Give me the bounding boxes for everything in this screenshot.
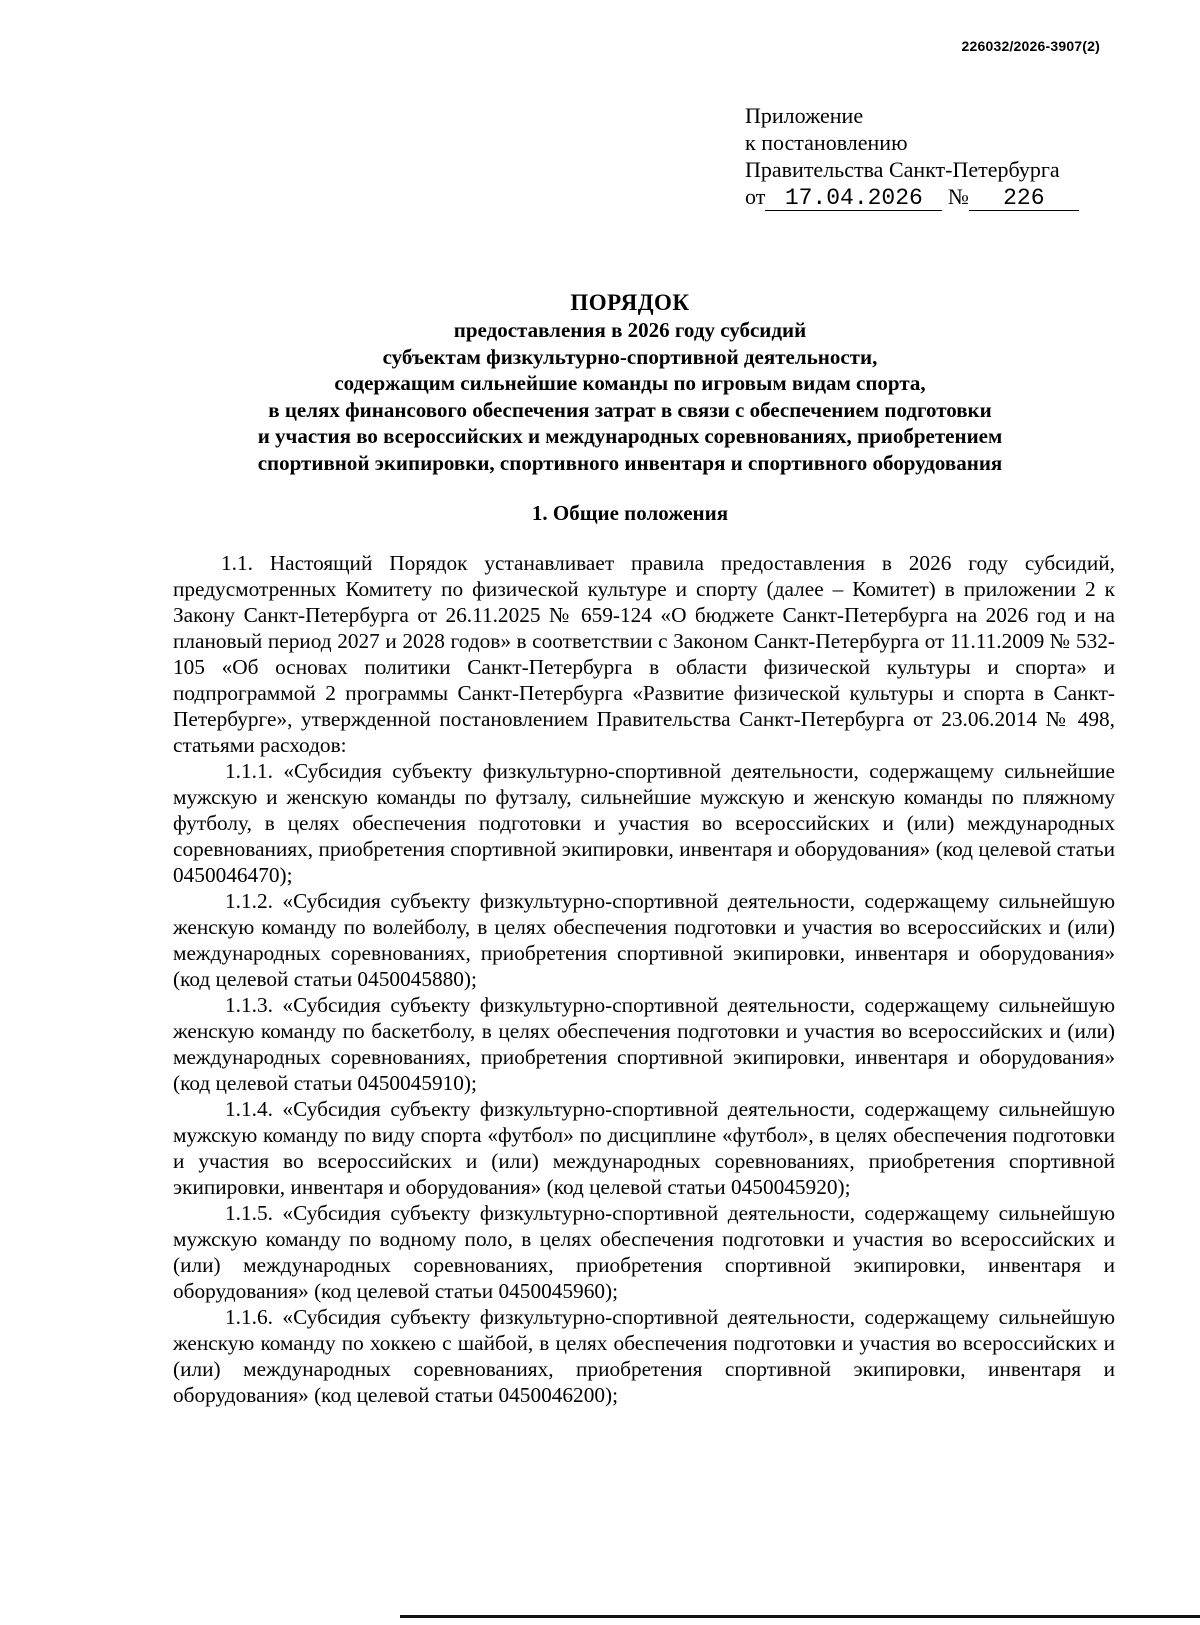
appendix-line-2: к постановлению [745, 130, 908, 155]
paragraph-1-1: 1.1. Настоящий Порядок устанавливает правила предоставления в 2026 году субсидий, предусмотренных Комитету по физической культуре и спорту (далее – Комитет) в приложении 2 к Закону Санкт-Петербурга от 26.11.2025 № 659-124 «О бюджете Санкт-Петербурга на 2026 год и на плановый период 2027 и 2028 годов» в соответствии с Законом Санкт-Петербурга от 11.11.2009 № 532-105 «Об основах политики Санкт-Петербурга в области физической культуры и спорта» и подпрограммой 2 программы Санкт-Петербурга «Развитие физической культуры и спорта в Санкт-Петербурге», утвержденной постановлением Правительства Санкт-Петербурга от 23.06.2014 № 498, статьями расходов: [173, 551, 1115, 757]
date-prefix: от [745, 184, 766, 209]
title-line: спортивной экипировки, спортивного инвентаря и спортивного оборудования [257, 450, 1003, 475]
clause-1-1-5: 1.1.5. «Субсидия субъекту физкультурно-спортивной деятельности, содержащему сильнейшую мужскую команду по водному поло, в целях обеспечения подготовки и участия во всероссийских и (или) международных соревнованиях, приобретения спортивной экипировки, инвентаря и оборудования» (код целевой статьи 0450045960); [173, 1201, 1115, 1303]
resolution-number: 226 [969, 186, 1079, 211]
title-main: ПОРЯДОК [570, 290, 690, 315]
clause-1-1-1: 1.1.1. «Субсидия субъекту физкультурно-спортивной деятельности, содержащему сильнейшие мужскую и женскую команды по футзалу, сильнейшие мужскую и женскую команды по пляжному футболу, в целях обеспечения подготовки и участия во всероссийских и (или) международных соревнованиях, приобретения спортивной экипировки, инвентаря и оборудования» (код целевой статьи 0450046470); [173, 759, 1115, 887]
appendix-line-3: Правительства Санкт-Петербурга [745, 157, 1060, 182]
clause-1-1-2: 1.1.2. «Субсидия субъекту физкультурно-спортивной деятельности, содержащему сильнейшую женскую команду по волейболу, в целях обеспечения подготовки и участия во всероссийских и (или) международных соревнованиях, приобретения спортивной экипировки, инвентаря и оборудования» (код целевой статьи 0450045880); [173, 889, 1115, 991]
appendix-line-1: Приложение [745, 103, 864, 128]
number-prefix: № [947, 184, 969, 209]
appendix-block [745, 102, 1125, 211]
resolution-date: 17.04.2026 [765, 186, 942, 211]
clause-1-1-3: 1.1.3. «Субсидия субъекту физкультурно-спортивной деятельности, содержащему сильнейшую женскую команду по баскетболу, в целях обеспечения подготовки и участия во всероссийских и (или) международных соревнованиях, приобретения спортивной экипировки, инвентаря и оборудования» (код целевой статьи 0450045910); [173, 993, 1115, 1095]
clause-1-1-4: 1.1.4. «Субсидия субъекту физкультурно-спортивной деятельности, содержащему сильнейшую мужскую команду по виду спорта «футбол» по дисциплине «футбол», в целях обеспечения подготовки и участия во всероссийских и (или) международных соревнованиях, приобретения спортивной экипировки, инвентаря и оборудования» (код целевой статьи 0450045920); [173, 1097, 1115, 1199]
document-title [180, 288, 1080, 476]
clause-1-1-6: 1.1.6. «Субсидия субъекту физкультурно-спортивной деятельности, содержащему сильнейшую женскую команду по хоккею с шайбой, в целях обеспечения подготовки и участия во всероссийских и (или) международных соревнованиях, приобретения спортивной экипировки, инвентаря и оборудования» (код целевой статьи 0450046200); [173, 1305, 1115, 1407]
title-line: предоставления в 2026 году субсидий [453, 318, 807, 342]
appendix-date-line [745, 183, 1125, 211]
document-body [173, 550, 1115, 1408]
section-heading: 1. Общие положения [531, 501, 729, 525]
title-line: в целях финансового обеспечения затрат в связи с обеспечением подготовки [268, 397, 992, 422]
document-registration-number: 226032/2026-3907(2) [961, 38, 1100, 54]
title-line: субъектам физкультурно-спортивной деятельности, [382, 344, 878, 369]
scan-edge-line [400, 1615, 1200, 1618]
title-line: содержащим сильнейшие команды по игровым видам спорта, [334, 371, 926, 395]
title-line: и участия во всероссийских и международных соревнованиях, приобретением [257, 424, 1003, 448]
